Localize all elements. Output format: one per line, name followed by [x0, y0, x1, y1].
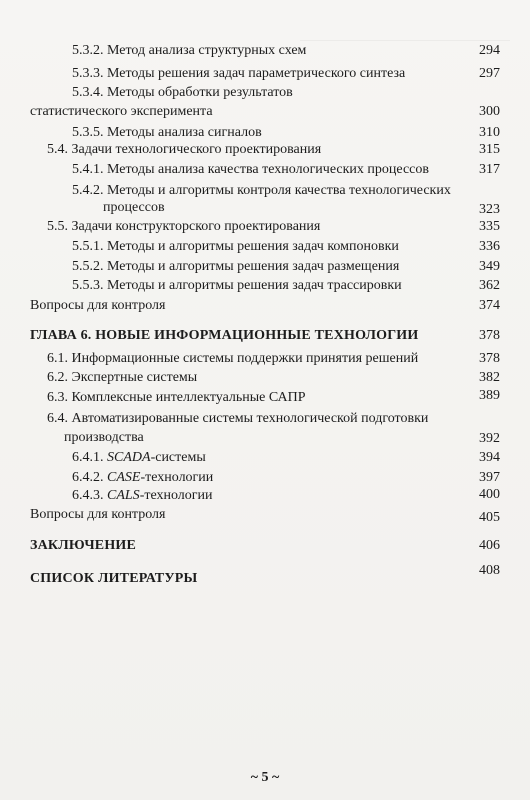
toc-page-5-4-2: 323 — [479, 202, 500, 217]
toc-entry-5-3-2: 5.3.2. Метод анализа структурных схем — [72, 43, 307, 58]
toc-page-chapter-6: 378 — [479, 328, 500, 343]
toc-entry-5-5-3: 5.5.3. Методы и алгоритмы решения задач трассировки — [72, 278, 402, 293]
toc-page-references: 408 — [479, 563, 500, 578]
toc-entry-questions-ch5: Вопросы для контроля — [30, 298, 166, 313]
toc-entry-references: СПИСОК ЛИТЕРАТУРЫ — [30, 571, 198, 586]
toc-page-5-5: 335 — [479, 219, 500, 234]
toc-entry-6-4-1-label: 6.4.1. SCADA-системы — [72, 450, 206, 465]
toc-entry-5-3-4: 5.3.4. Методы обработки результатов — [72, 85, 293, 100]
toc-page-questions-ch6: 405 — [479, 510, 500, 525]
toc-entry-6-4-3: 6.4.3. CALS-технологии — [72, 488, 213, 503]
toc-page-5-3-2: 294 — [479, 43, 500, 58]
toc-entry-5-3-3: 5.3.3. Методы решения задач параметрического синтеза — [72, 66, 406, 81]
toc-page-6-4: 392 — [479, 431, 500, 446]
toc-page-conclusion: 406 — [479, 538, 500, 553]
toc-page-6-4-3: 400 — [479, 487, 500, 502]
page-number: ~ 5 ~ — [250, 770, 280, 785]
toc-page-6-1: 378 — [479, 351, 500, 366]
toc-page-5-3-3: 297 — [479, 66, 500, 81]
toc-entry-questions-ch6: Вопросы для контроля — [30, 507, 166, 522]
toc-page-questions-ch5: 374 — [479, 298, 500, 313]
toc-entry-5-4-2: 5.4.2. Методы и алгоритмы контроля качества технологических — [72, 183, 451, 198]
toc-entry-5-5-2: 5.5.2. Методы и алгоритмы решения задач размещения — [72, 259, 400, 274]
toc-entry-6-3: 6.3. Комплексные интеллектуальные САПР — [47, 390, 306, 405]
toc-page-5-5-3: 362 — [479, 278, 500, 293]
toc-entry-5-5-1: 5.5.1. Методы и алгоритмы решения задач компоновки — [72, 239, 399, 254]
toc-entry-chapter-6: ГЛАВА 6. НОВЫЕ ИНФОРМАЦИОННЫЕ ТЕХНОЛОГИИ — [30, 328, 419, 343]
toc-page-5-5-1: 336 — [479, 239, 500, 254]
toc-page-6-4-2: 397 — [479, 470, 500, 485]
toc-page-6-3: 389 — [479, 388, 500, 403]
toc-entry-5-3-5: 5.3.5. Методы анализа сигналов — [72, 125, 262, 140]
toc-page-5-4: 315 — [479, 142, 500, 157]
toc-page-5-5-2: 349 — [479, 259, 500, 274]
toc-entry-6-2: 6.2. Экспертные системы — [47, 370, 198, 385]
toc-page-5-3-5: 310 — [479, 125, 500, 140]
toc-page-5-3-4: 300 — [479, 104, 500, 119]
toc-entry-5-3-4-cont: статистического эксперимента — [30, 104, 213, 119]
toc-page-5-4-1: 317 — [479, 162, 500, 177]
toc-entry-conclusion: ЗАКЛЮЧЕНИЕ — [30, 538, 137, 553]
toc-page-6-4-1: 394 — [479, 450, 500, 465]
toc-entry-5-4: 5.4. Задачи технологического проектирования — [47, 142, 322, 157]
toc-entry-5-4-1: 5.4.1. Методы анализа качества технологических процессов — [72, 162, 429, 177]
toc-entry-6-4: 6.4. Автоматизированные системы технологической подготовки — [47, 411, 429, 426]
toc-entry-5-5: 5.5. Задачи конструкторского проектирования — [47, 219, 321, 234]
toc-entry-6-1: 6.1. Информационные системы поддержки принятия решений — [47, 351, 419, 366]
toc-entry-5-4-2-cont: процессов — [103, 200, 165, 215]
toc-entry-6-4-cont: производства — [64, 430, 144, 445]
toc-entry-6-4-1 — [72, 449, 206, 466]
toc-page-6-2: 382 — [479, 370, 500, 385]
toc-entry-6-4-2: 6.4.2. CASE-технологии — [72, 470, 214, 485]
